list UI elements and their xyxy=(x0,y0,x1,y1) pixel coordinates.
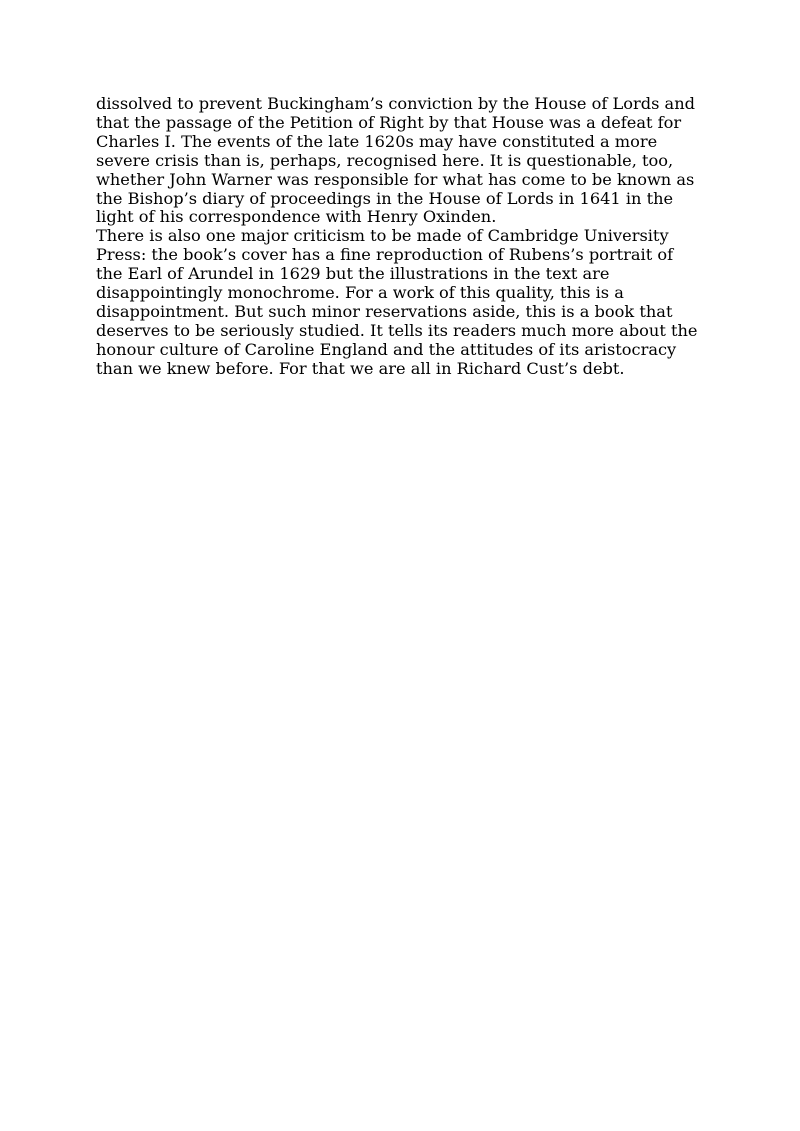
document-page xyxy=(96,95,716,379)
paragraph-1: dissolved to prevent Buckingham’s conviction by the House of Lords and that the passage of the Petition of Right by that House was a defeat for Charles I. The events of the late 1620s may have constituted a more severe crisis than is, perhaps, recognised here. It is questionable, too, whether John Warner was responsible for what has come to be known as the Bishop’s diary of proceedings in the House of Lords in 1641 in the light of his correspondence with Henry Oxinden. xyxy=(96,94,695,227)
paragraph-2: There is also one major criticism to be made of Cambridge University Press: the book’s cover has a fine reproduction of Rubens’s portrait of the Earl of Arundel in 1629 but the illustrations in the text are disappointingly monochrome. For a work of this quality, this is a disappointment. But such minor reservations aside, this is a book that deserves to be seriously studied. It tells its readers much more about the honour culture of Caroline England and the attitudes of its aristocracy than we knew before. For that we are all in Richard Cust’s debt. xyxy=(96,226,698,378)
